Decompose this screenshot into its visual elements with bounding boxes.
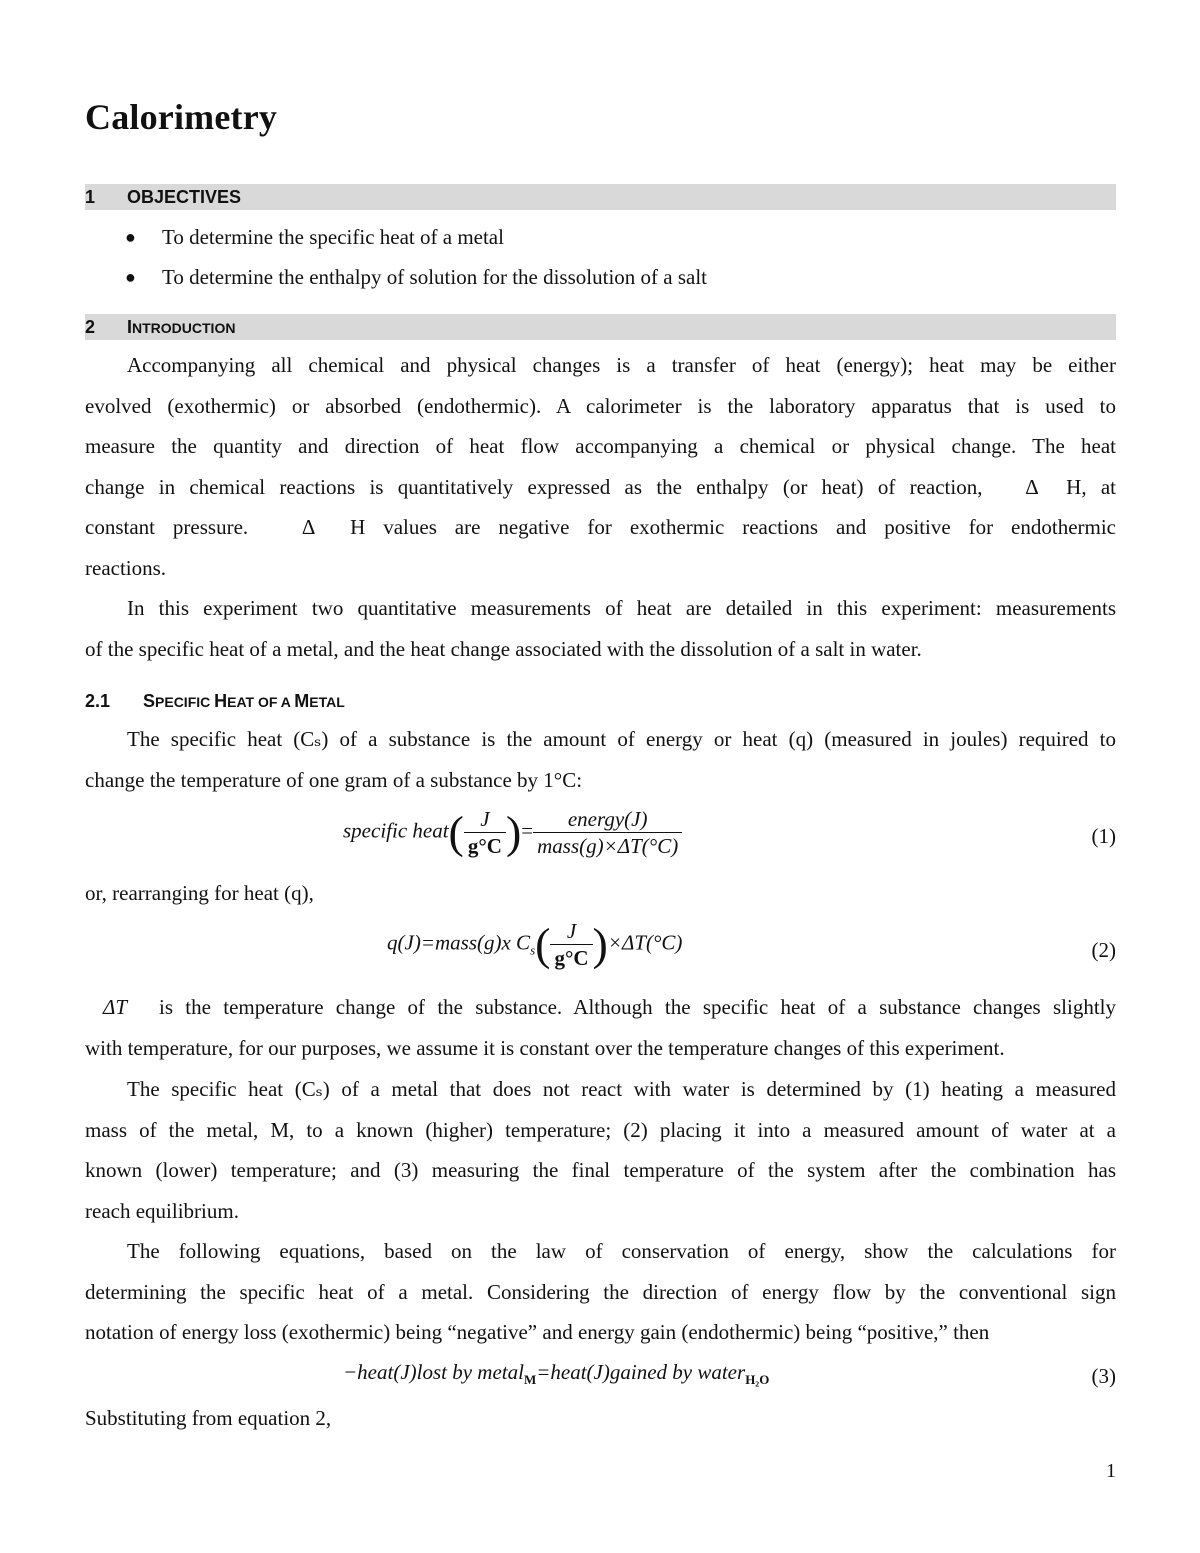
intro-paragraph-2: In this experiment two quantitative measurements of heat are detailed in this experiment: measurements of the specific heat of a metal, and the heat change associated with the dissolution of a salt in water. [85, 596, 1116, 661]
section-heading: SPECIFIC HEAT OF A METAL [143, 691, 345, 711]
method-paragraph: The specific heat (Cₛ) of a metal that does not react with water is determined by (1) heating a measured mass of the metal, M, to a known (higher) temperature; (2) placing it into a measured amount of water at a known (lower) temperature; and (3) measuring the final temperature of the system after the combination has reach equilibrium. [85, 1077, 1116, 1223]
specific-heat-paragraph: The specific heat (Cₛ) of a substance is the amount of energy or heat (q) (measured in joules) required to change the temperature of one gram of a substance by 1°C: [85, 727, 1116, 792]
equation-1-math: specific heat( $\frac{J}{g^\circ C}$ )= $\frac{\text{energy(J)}}{\text{mass(g)×ΔT(°C)}}$ [343, 806, 682, 859]
section-2-header [85, 314, 1116, 340]
equation-2-math: q(J)=mass(g)x $C_s$( $\frac{J}{g^\circ C}$ )×ΔT(°C) [387, 918, 683, 970]
equation-3-math: −heat(J)lost by metal$_M$=heat(J)gained by water$_{H_2O}$ [343, 1360, 770, 1388]
conservation-paragraph: The following equations, based on the law of conservation of energy, show the calculations for determining the specific heat of a metal. Considering the direction of energy flow by the conventional sign notation of energy loss (exothermic) being “negative” and energy gain (endothermic) being “positive,” then [85, 1239, 1116, 1344]
document-title: Calorimetry [85, 97, 278, 137]
section-number: 1 [85, 187, 96, 207]
equation-2 [85, 918, 1116, 982]
bullet-icon: ● [125, 227, 136, 247]
document-page: Calorimetry 1 OBJECTIVES ● To determine the specific heat of a metal ● To determine the enthalpy of solution for the dissolution of a salt 2 INTRODUCTION Accompanying all chemical and physical changes is a transfer of heat (energy); heat may be either evolved (exothermic) or absorbed (endothermic). A calorimeter is the laboratory apparatus that is used to measure the quantity and direction of heat flow accompanying a chemical or physical change. The heat change in chemical reactions is quantitatively expressed as the enthalpy (or heat) of reaction, Δ H, at constant pressure. Δ H values are negative for exothermic reactions and positive for endothermic reactions. In this experiment two quantitative measurements of heat are detailed in this experiment: measurements of the specific heat of a metal, and the heat change associated with the dissolution of a salt in water. 2.1 SPECIFIC HEAT OF A METAL The specific heat (Cₛ) of a substance is the amount of energy or heat (q) (measured in joules) required to change the temperature of one gram of a substance by 1°C: specific heat( $\frac{J}{g^\circ C}$ )= $\frac{\text{energy(J)}}{\text{mass(g)×ΔT(°C)}}$ (1) or, rearranging for heat (q), q(J)=mass(g)x $C_s$( $\frac{J}{g^\circ C}$ )×ΔT(°C) (2) ΔT is the temperature change of the substance. Although the specific heat of a substance changes slightly with temperature, for our purposes, we assume it is constant over the temperature changes of this experiment. The specific heat (Cₛ) of a metal that does not react with water is determined by (1) heating a measured mass of the metal, M, to a known (higher) temperature; (2) placing it into a measured amount of water at a known (lower) temperature; and (3) measuring the final temperature of the system after the combination has reach equilibrium. The following equations, based on the law of conservation of energy, show the calculations for determining the specific heat of a metal. Considering the direction of energy flow by the conventional sign notation of energy loss (exothermic) being “negative” and energy gain (endothermic) being “positive,” then −heat(J)lost by metal$_M$=heat(J)gained by water$_{H_2O}$ (3) Substituting from equation 2, 1 [85, 97, 1116, 1482]
bullet-icon: ● [125, 267, 136, 287]
substituting-text: Substituting from equation 2, [85, 1406, 332, 1430]
delta-t-paragraph: ΔT is the temperature change of the substance. Although the specific heat of a substance changes slightly with temperature, for our purposes, we assume it is constant over the temperature changes of this experiment. [85, 995, 1116, 1060]
equation-3 [85, 1360, 1116, 1394]
section-number: 2.1 [85, 691, 111, 711]
equation-1 [85, 806, 1116, 870]
section-heading: INTRODUCTION [127, 317, 236, 337]
rearranging-text: or, rearranging for heat (q), [85, 881, 314, 905]
page-number: 1 [1106, 1460, 1116, 1482]
equation-number: (2) [1091, 938, 1116, 962]
section-1-header [85, 184, 1116, 210]
section-number: 2 [85, 317, 96, 337]
equation-number: (1) [1091, 824, 1116, 848]
intro-paragraph-1: Accompanying all chemical and physical changes is a transfer of heat (energy); heat may be either evolved (exothermic) or absorbed (endothermic). A calorimeter is the laboratory apparatus that is used to measure the quantity and direction of heat flow accompanying a chemical or physical change. The heat change in chemical reactions is quantitatively expressed as the enthalpy (or heat) of reaction, Δ H, at constant pressure. Δ H values are negative for exothermic reactions and positive for endothermic reactions. [85, 353, 1116, 580]
equation-number: (3) [1091, 1364, 1116, 1388]
section-heading: OBJECTIVES [127, 187, 242, 207]
